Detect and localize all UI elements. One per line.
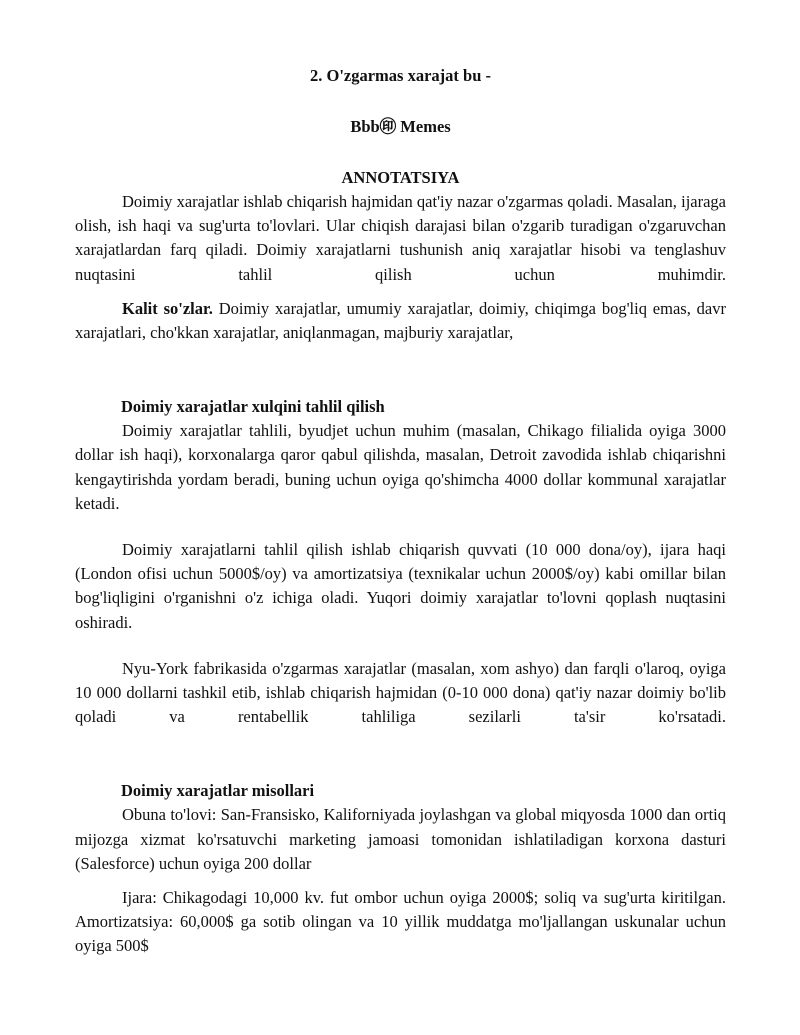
analysis-paragraph-1: Doimiy xarajatlar tahlili, byudjet uchun muhim (masalan, Chikago filialida oyiga 3000 dollar ish haqi), korxonalarga qaror qabul qilishda, masalan, Detroit zavodida ishlab chiqarishni kengaytirishda yordam beradi, buning uchun oyiga qo'shimcha 4000 dollar kommunal xarajatlar ketadi.: [75, 421, 726, 513]
section-heading-examples: Doimiy xarajatlar misollari: [121, 781, 315, 801]
section-heading-analysis: Doimiy xarajatlar xulqini tahlil qilish: [121, 397, 385, 417]
annotation-paragraph: Doimiy xarajatlar ishlab chiqarish hajmidan qat'iy nazar o'zgarmas qoladi. Masalan, ijaraga olish, ish haqi va sug'urta to'lovlari. Ular chiqish darajasi bilan o'zgarib turadigan o'zgaruvchan xarajatlardan farq qiladi. Doimiy xarajatlarni tushunish aniq xarajatlar hisobi va tenglashuv nuqtasini tahlil qilish uchun muhimdir.: [75, 192, 726, 284]
author-line: Bbb㊞ Memes: [350, 117, 451, 136]
keywords-label: Kalit so'zlar.: [122, 298, 213, 318]
analysis-paragraph-3: Nyu-York fabrikasida o'zgarmas xarajatlar (masalan, xom ashyo) dan farqli o'laroq, oyiga 10 000 dollarni tashkil etib, ishlab chiqarish hajmidan (0-10 000 dona) qat'iy nazar doimiy bo'lib qoladi va rentabellik tahliliga sezilarli ta'sir ko'rsatadi.: [75, 658, 726, 727]
analysis-paragraph-2: Doimiy xarajatlarni tahlil qilish ishlab chiqarish quvvati (10 000 dona/oy), ijara haqi (London ofisi uchun 5000$/oy) va amortizatsiya (texnikalar uchun 2000$/oy) kabi omillar bilan bog'liqligini o'rganishni o'z ichiga oladi. Yuqori doimiy xarajatlar to'lovni qoplash nuqtasini oshiradi.: [75, 540, 726, 632]
examples-paragraph-1: Obuna to'lovi: San-Fransisko, Kaliforniyada joylashgan va global miqyosda 1000 dan ortiq mijozga xizmat ko'rsatuvchi marketing jamoasi tomonidan ishlatiladigan korxona dasturi (Salesforce) uchun oyiga 200 dollar: [75, 805, 726, 873]
document-title: 2. O'zgarmas xarajat bu -: [309, 66, 492, 85]
examples-paragraph-2: Ijara: Chikagodagi 10,000 kv. fut ombor uchun oyiga 2000$; soliq va sug'urta kiritilgan. Amortizatsiya: 60,000$ ga sotib olingan va 10 yillik muddatga mo'ljallangan uskunalar uchun oyiga 500$: [75, 888, 726, 956]
keywords-text: Doimiy xarajatlar, umumiy xarajatlar, doimiy, chiqimga bog'liq emas, davr xarajatlari, cho'kkan xarajatlar, aniqlanmagan, majburiy xarajatlar,: [75, 298, 726, 343]
keywords-paragraph: [75, 297, 726, 345]
annotation-heading: ANNOTATSIYA: [341, 168, 460, 187]
